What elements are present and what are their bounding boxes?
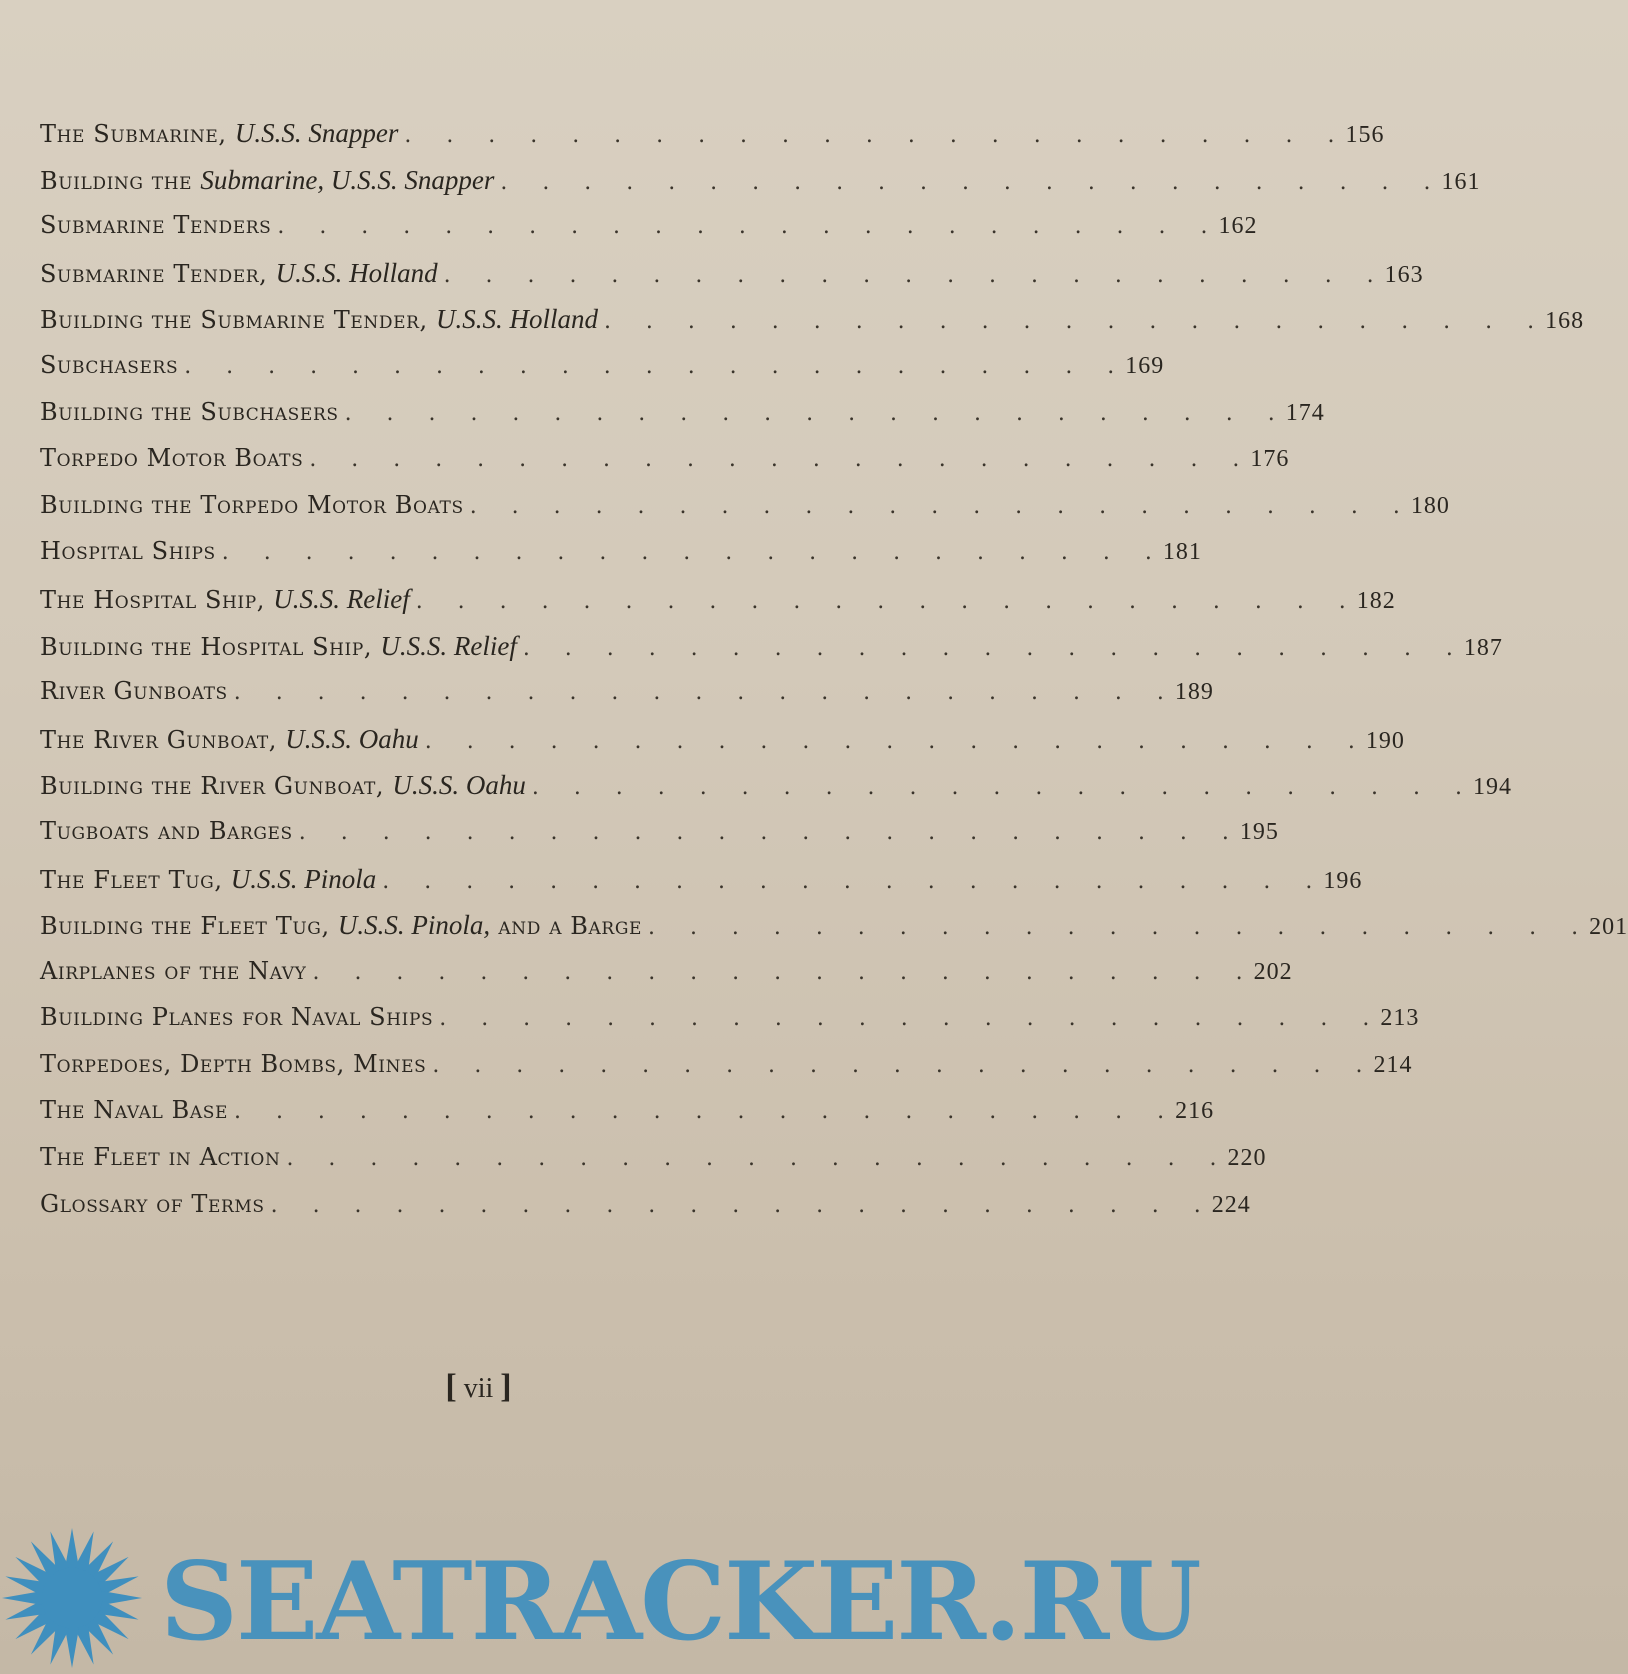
toc-entry-page-number: 174 [1285, 399, 1325, 426]
toc-entry-page-number: 176 [1250, 446, 1290, 473]
toc-entry-title [40, 1050, 426, 1078]
toc-entry [40, 956, 1293, 1004]
toc-entry-heading: Tugboats and Barges [40, 816, 293, 845]
toc-entry-title [40, 957, 307, 985]
toc-entry [40, 1143, 1267, 1190]
toc-entry-heading: The Hospital Ship, [40, 585, 274, 614]
toc-entry-heading: Submarine Tenders [40, 211, 272, 240]
sun-ray [65, 1628, 79, 1668]
toc-entry-heading: River Gunboats [40, 677, 228, 706]
toc-entry-page-number: 189 [1174, 679, 1214, 706]
toc-entry [40, 583, 1396, 631]
dot-leader [425, 729, 1355, 754]
toc-entry [40, 1003, 1420, 1050]
toc-entry [40, 397, 1325, 445]
toc-entry-heading: Building the Torpedo Motor Boats [40, 490, 464, 519]
dot-leader [299, 820, 1229, 845]
folio-open-bracket: [ [445, 1368, 457, 1405]
dot-leader [345, 401, 1275, 426]
dot-leader [648, 915, 1578, 940]
toc-entry-title [40, 211, 271, 239]
dot-leader [439, 1006, 1369, 1031]
toc-entry-heading: Building the Submarine Tender, [40, 306, 436, 335]
toc-entry-heading: Building the [40, 166, 201, 195]
toc-entry [40, 1189, 1251, 1237]
dot-leader [416, 589, 1346, 614]
toc-entry-ship-name: U.S.S. Holland [435, 304, 598, 335]
toc-entry [40, 910, 1628, 957]
toc-entry-title [40, 910, 642, 941]
sun-ray [2, 1591, 42, 1605]
toc-entry-page-number: 163 [1384, 261, 1424, 288]
dot-leader [277, 214, 1207, 239]
toc-entry-heading: The Fleet in Action [40, 1143, 281, 1172]
toc-entry-heading: The Submarine, [40, 120, 235, 148]
toc-entry-heading: Torpedo Motor Boats [40, 444, 304, 473]
toc-entry-page-number: 190 [1365, 727, 1405, 754]
dot-leader [432, 1053, 1362, 1078]
toc-entry-page-number: 156 [1345, 122, 1385, 148]
page-folio [0, 1368, 957, 1406]
toc-entry-heading: The Fleet Tug, [40, 865, 231, 894]
toc-entry-title [40, 1190, 265, 1218]
toc-entry-tail: and a Barge [490, 912, 643, 941]
toc-entry [40, 770, 1512, 817]
toc-entry [40, 118, 1385, 165]
toc-entry [40, 350, 1165, 398]
toc-entry-heading: Airplanes of the Navy [40, 956, 307, 985]
folio-label: vii [463, 1373, 494, 1404]
dot-leader [222, 540, 1152, 565]
toc-entry-page-number: 216 [1175, 1098, 1215, 1125]
toc-entry-heading: Building the Subchasers [40, 397, 339, 426]
dot-leader [404, 123, 1334, 148]
toc-entry-ship-name: U.S.S. Pinola [230, 863, 377, 894]
toc-entry-page-number: 187 [1463, 634, 1503, 661]
toc-entry [40, 630, 1503, 678]
toc-entry [40, 444, 1290, 491]
dot-leader [604, 309, 1534, 334]
toc-entry-ship-name: U.S.S. Snapper [234, 118, 399, 148]
dot-leader [286, 1146, 1216, 1171]
toc-entry-page-number: 224 [1211, 1191, 1251, 1218]
toc-entry-page-number: 202 [1253, 958, 1293, 985]
toc-entry-title [40, 1143, 280, 1171]
toc-entry-heading: Glossary of Terms [40, 1189, 265, 1218]
dot-leader [184, 354, 1114, 379]
toc-entry-page-number: 180 [1410, 492, 1450, 519]
toc-entry-title [40, 584, 410, 615]
toc-entry-page-number: 194 [1472, 774, 1512, 801]
toc-entry-ship-name: U.S.S. Oahu [392, 770, 526, 801]
toc-entry-page-number: 169 [1125, 352, 1165, 379]
toc-entry-title [40, 444, 303, 472]
toc-entry-title [40, 537, 216, 565]
toc-entry-heading: Subchasers [40, 350, 179, 379]
toc-entry-page-number: 162 [1218, 213, 1258, 240]
dot-leader [444, 263, 1374, 288]
toc-entry-page-number: 182 [1356, 587, 1396, 614]
toc-entry-title [40, 491, 464, 519]
toc-entry [40, 723, 1405, 771]
toc-entry [40, 1096, 1215, 1143]
toc-entry-title [40, 770, 526, 801]
toc-entry-heading: Building the Fleet Tug, [40, 912, 338, 941]
toc-entry [40, 816, 1279, 864]
toc-entry-title [40, 258, 438, 289]
sun-ray [102, 1591, 142, 1605]
dot-leader [234, 680, 1164, 705]
toc-entry-title [40, 631, 517, 662]
toc-entry-page-number: 196 [1323, 867, 1363, 894]
toc-entry-page-number: 161 [1441, 168, 1481, 195]
toc-entry-ship-name: U.S.S. Oahu [285, 723, 419, 754]
toc-entry-page-number: 214 [1373, 1051, 1413, 1078]
toc-entry-title [40, 677, 228, 705]
toc-entry-ship-name: U.S.S. Holland [275, 257, 438, 288]
toc-entry-page-number: 195 [1239, 818, 1279, 845]
toc-entry-ship-name: U.S.S. Relief [380, 630, 517, 661]
dot-leader [470, 494, 1400, 519]
dot-leader [382, 869, 1312, 894]
toc-entry-title [40, 724, 419, 755]
toc-entry [40, 490, 1450, 538]
toc-entry-ship-name: Submarine, U.S.S. Snapper [200, 164, 495, 195]
toc-entry-heading: Torpedoes, Depth Bombs, Mines [40, 1049, 427, 1078]
toc-entry-title [40, 118, 398, 149]
toc-entry-heading: Hospital Ships [40, 537, 216, 566]
toc-entry-page-number: 181 [1162, 539, 1202, 566]
dot-leader [500, 170, 1430, 195]
watermark-text: SEATRACKER.RU [160, 1539, 1200, 1665]
toc-entry-heading: The Naval Base [40, 1096, 228, 1125]
dot-leader [234, 1099, 1164, 1124]
toc-entry-heading: Building the Hospital Ship, [40, 632, 381, 661]
toc-entry-title [40, 1096, 228, 1124]
dot-leader [532, 775, 1462, 800]
toc-entry [40, 164, 1481, 212]
dot-leader [523, 636, 1453, 661]
toc-entry [40, 257, 1424, 305]
dot-leader [309, 447, 1239, 472]
toc-entry [40, 677, 1214, 724]
toc-entry [40, 863, 1363, 911]
toc-entry-page-number: 220 [1227, 1145, 1267, 1172]
dot-leader [271, 1193, 1201, 1218]
toc-entry-ship-name: U.S.S. Relief [273, 583, 410, 614]
toc-entry-title [40, 864, 376, 895]
toc-entry-heading: The River Gunboat, [40, 725, 286, 754]
toc-entry-heading: Submarine Tender, [40, 259, 276, 288]
toc-entry-ship-name: U.S.S. Pinola, [337, 910, 491, 941]
table-of-contents [40, 118, 1628, 1236]
toc-entry-title [40, 304, 598, 335]
toc-entry-title [40, 351, 178, 379]
toc-entry-page-number: 213 [1380, 1005, 1420, 1032]
toc-entry-title [40, 817, 293, 845]
toc-entry-page-number: 168 [1545, 308, 1585, 335]
toc-entry-heading: Building Planes for Naval Ships [40, 1003, 434, 1032]
folio-close-bracket: ] [500, 1368, 512, 1405]
sun-compass-icon [2, 1528, 142, 1668]
toc-entry-page-number: 201 [1589, 914, 1628, 941]
dot-leader [313, 960, 1243, 985]
sun-ray [65, 1528, 79, 1568]
toc-entry-title [40, 1003, 433, 1031]
toc-entry [40, 1049, 1413, 1097]
toc-entry-title [40, 165, 494, 196]
toc-entry-heading: Building the River Gunboat, [40, 772, 393, 801]
toc-entry [40, 211, 1258, 258]
toc-entry-title [40, 398, 339, 426]
toc-entry [40, 304, 1585, 351]
toc-entry [40, 537, 1202, 584]
